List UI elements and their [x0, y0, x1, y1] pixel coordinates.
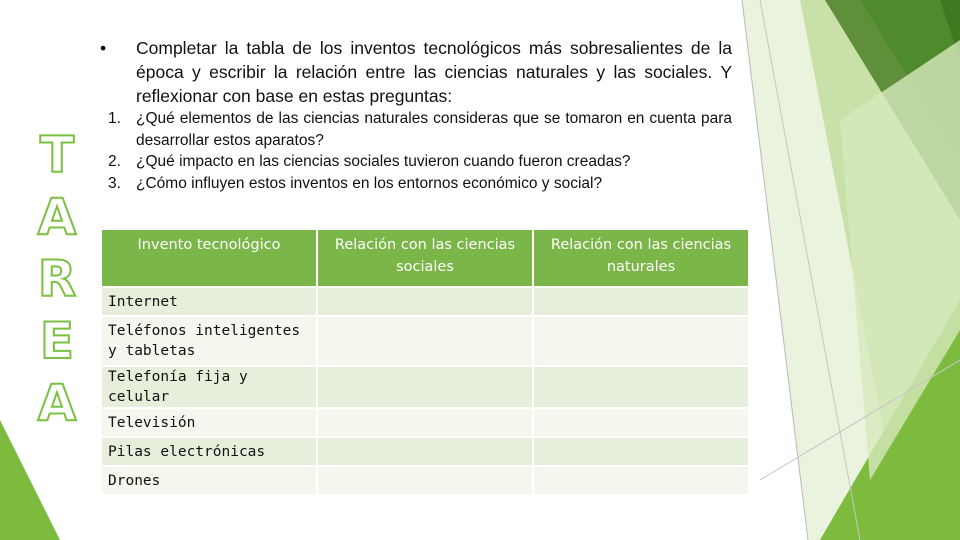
table-row [101, 466, 749, 495]
question-item [108, 151, 732, 173]
question-list [108, 108, 732, 194]
natural-relation-cell[interactable] [533, 437, 749, 466]
title-letter: E [39, 312, 75, 370]
question-number: 2. [108, 153, 121, 170]
column-header-social-sciences: Relación con las ciencias sociales [317, 229, 533, 287]
invention-cell: Telefonía fija y celular [101, 366, 317, 408]
natural-relation-cell[interactable] [533, 366, 749, 408]
social-relation-cell[interactable] [317, 287, 533, 316]
bullet-icon: • [100, 38, 107, 58]
title-letter: R [37, 250, 77, 308]
social-relation-cell[interactable] [317, 408, 533, 437]
title-letter: T [39, 126, 75, 184]
social-relation-cell[interactable] [317, 437, 533, 466]
question-text: ¿Qué elementos de las ciencias naturales consideras que se tomaron en cuenta para desarrollar estos aparatos? [136, 110, 732, 149]
table-header-row [101, 229, 749, 287]
social-relation-cell[interactable] [317, 366, 533, 408]
table-row [101, 316, 749, 366]
instruction-text: Completar la tabla de los inventos tecnológicos más sobresalientes de la época y escribir la relación entre las ciencias naturales y las sociales. Y reflexionar con base en estas preguntas: [136, 38, 732, 106]
invention-cell: Internet [101, 287, 317, 316]
table-row [101, 437, 749, 466]
vertical-title [32, 124, 82, 434]
social-relation-cell[interactable] [317, 466, 533, 495]
question-text: ¿Qué impacto en las ciencias sociales tuvieron cuando fueron creadas? [136, 153, 631, 170]
invention-cell: Televisión [101, 408, 317, 437]
title-letter: A [37, 188, 77, 246]
natural-relation-cell[interactable] [533, 466, 749, 495]
invention-cell: Drones [101, 466, 317, 495]
table-row [101, 366, 749, 408]
inventions-table [100, 228, 750, 496]
instruction-bullet [100, 36, 732, 108]
natural-relation-cell[interactable] [533, 287, 749, 316]
table-row [101, 287, 749, 316]
question-item [108, 108, 732, 151]
question-number: 3. [108, 174, 121, 192]
natural-relation-cell[interactable] [533, 408, 749, 437]
social-relation-cell[interactable] [317, 316, 533, 366]
invention-cell: Pilas electrónicas [101, 437, 317, 466]
table-row [101, 408, 749, 437]
column-header-invention: Invento tecnológico [101, 229, 317, 287]
natural-relation-cell[interactable] [533, 316, 749, 366]
question-text: ¿Cómo influyen estos inventos en los entornos económico y social? [136, 174, 603, 192]
question-item [108, 173, 732, 195]
question-number: 1. [108, 110, 121, 127]
title-letter: A [37, 374, 77, 432]
invention-cell: Teléfonos inteligentes y tabletas [101, 316, 317, 366]
column-header-natural-sciences: Relación con las ciencias naturales [533, 229, 749, 287]
